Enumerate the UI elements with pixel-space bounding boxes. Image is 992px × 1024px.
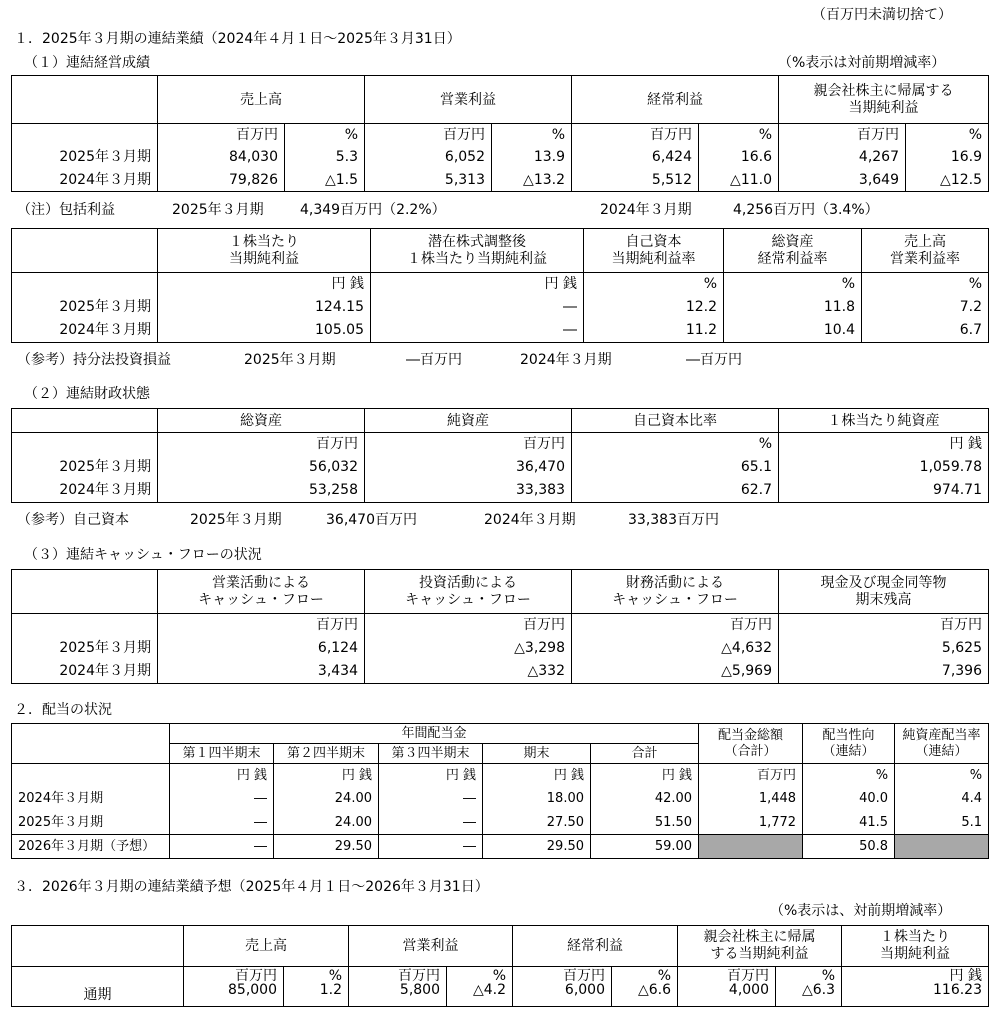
equity-label: （参考）自己資本 [17,512,129,528]
value-cell: 3,434 [158,660,365,684]
unit-cell: 百万円 [699,764,803,787]
table-row [12,295,989,319]
value-cell: 24.00 [274,811,379,835]
value-cell: 24.00 [274,787,379,811]
value-cell: 62.7 [572,479,779,503]
header-operating-income: 営業利益 [349,926,513,967]
value-cell: 6.7 [862,319,989,343]
table-row [12,169,989,192]
value-cell: 百万円 6,000 [513,967,612,1007]
header-q1: 第１四半期末 [170,744,274,764]
value-cell: ― [170,787,274,811]
value-cell: △5,969 [572,660,779,684]
gray-empty-cell [699,835,803,859]
row-label: 2025年３月期 [12,455,158,479]
header-bps: １株当たり純資産 [779,409,989,433]
header-eps: １株当たり 当期純利益 [158,229,371,273]
value-cell: ― [379,811,483,835]
header-annual-dividend: 年間配当金 [170,724,699,744]
row-label: 2024年３月期 [12,479,158,503]
value-cell: 29.50 [483,835,591,859]
value-cell: 124.15 [158,295,371,319]
section-2-title: ２．配当の状況 [14,702,112,718]
value-cell: 40.0 [803,787,895,811]
value-cell: 百万円 4,000 [678,967,776,1007]
header-financing-cf: 財務活動による キャッシュ・フロー [572,570,779,614]
section-1-1-title: （１）連結経営成績 [24,55,150,71]
value-cell: % △6.6 [612,967,678,1007]
table-row [12,787,989,811]
table-row [12,479,989,503]
equity-value-2: 33,383百万円 [628,512,719,528]
value-cell: 51.50 [591,811,699,835]
value-cell: % 1.2 [284,967,349,1007]
value-cell: 50.8 [803,835,895,859]
unit-cell: 円 銭 [371,273,584,295]
value-cell: 16.6 [699,146,779,169]
value-cell: 5.3 [285,146,365,169]
value-cell: 10.4 [724,319,862,343]
equity-method-period-2: 2024年３月期 [520,352,612,368]
row-label: 2025年３月期 [12,295,158,319]
value-cell: 53,258 [158,479,365,503]
value-cell: △12.5 [906,169,989,192]
table-row [12,319,989,343]
header-total: 合計 [591,744,699,764]
unit-cell: 円 銭 [170,764,274,787]
header-q3: 第３四半期末 [379,744,483,764]
value-cell: 5,512 [572,169,699,192]
unit-cell: 百万円 [779,124,906,146]
table-row [12,660,989,684]
value-cell: 円 銭 116.23 [842,967,989,1007]
value-cell: 79,826 [158,169,285,192]
value-cell: ― [379,835,483,859]
value-cell: 1,772 [699,811,803,835]
value-cell: % △4.2 [447,967,513,1007]
value-cell: ― [170,835,274,859]
value-cell: △1.5 [285,169,365,192]
header-operating-margin: 売上高 営業利益率 [862,229,989,273]
unit-cell: 円 銭 [158,273,371,295]
value-cell: 百万円 85,000 [184,967,284,1007]
value-cell: 4,267 [779,146,906,169]
unit-cell: 円 銭 [274,764,379,787]
value-cell: 42.00 [591,787,699,811]
row-label: 2024年３月期 [12,660,158,684]
header-roe: 自己資本 当期純利益率 [584,229,724,273]
forecast-table [11,925,989,1007]
equity-method-value-2: ―百万円 [686,352,742,368]
unit-cell: % [895,764,989,787]
comprehensive-income-period-2: 2024年３月期 [600,202,692,218]
financial-position-table [11,408,989,503]
unit-cell: 円 銭 [483,764,591,787]
header-total-dividend: 配当金総額 （合計） [699,724,803,764]
value-cell: △13.2 [492,169,572,192]
value-cell: △11.0 [699,169,779,192]
unit-cell: 百万円 [158,614,365,636]
value-cell: ― [379,787,483,811]
unit-cell: % [862,273,989,295]
row-label: 通期 [12,967,184,1007]
section-1-3-title: （３）連結キャッシュ・フローの状況 [24,547,262,563]
header-sales: 売上高 [158,76,365,124]
value-cell: 11.8 [724,295,862,319]
value-cell: 4.4 [895,787,989,811]
value-cell: 56,032 [158,455,365,479]
unit-cell: 百万円 [779,614,989,636]
unit-cell: 百万円 [365,614,572,636]
value-cell: 65.1 [572,455,779,479]
header-ordinary-income: 経常利益 [572,76,779,124]
header-eps: １株当たり 当期純利益 [842,926,989,967]
comprehensive-income-period-1: 2025年３月期 [172,202,264,218]
value-cell: 3,649 [779,169,906,192]
header-total-assets: 総資産 [158,409,365,433]
header-net-income: 親会社株主に帰属する 当期純利益 [779,76,989,124]
unit-cell: % [492,124,572,146]
header-operating-cf: 営業活動による キャッシュ・フロー [158,570,365,614]
equity-method-period-1: 2025年３月期 [244,352,336,368]
header-net-assets: 純資産 [365,409,572,433]
comprehensive-income-value-1: 4,349百万円（2.2%） [300,202,446,218]
unit-cell: 百万円 [158,124,285,146]
unit-cell: 百万円 [572,614,779,636]
unit-cell: % [584,273,724,295]
row-label: 2025年３月期 [12,636,158,660]
section-3-note: （%表示は、対前期増減率） [770,903,952,919]
value-cell: 11.2 [584,319,724,343]
value-cell: 105.05 [158,319,371,343]
unit-cell: 百万円 [365,124,492,146]
header-payout-ratio: 配当性向 （連結） [803,724,895,764]
value-cell: ― [371,319,584,343]
operating-results-table [11,75,989,192]
header-operating-income: 営業利益 [365,76,572,124]
value-cell: △4,632 [572,636,779,660]
header-investing-cf: 投資活動による キャッシュ・フロー [365,570,572,614]
header-ordinary-income: 経常利益 [513,926,678,967]
value-cell: 33,383 [365,479,572,503]
table-row [12,811,989,835]
value-cell: 84,030 [158,146,285,169]
value-cell: 6,052 [365,146,492,169]
ratios-table [11,228,989,343]
value-cell: 13.9 [492,146,572,169]
unit-cell: 円 銭 [379,764,483,787]
header-cash-end: 現金及び現金同等物 期末残高 [779,570,989,614]
value-cell: % △6.3 [776,967,842,1007]
gray-empty-cell [895,835,989,859]
header-diluted-eps: 潜在株式調整後 １株当たり当期純利益 [371,229,584,273]
value-cell: 百万円 5,800 [349,967,447,1007]
section-1-1-note: （%表示は対前期増減率） [778,55,946,71]
value-cell: 974.71 [779,479,989,503]
row-label: 2024年３月期 [12,319,158,343]
value-cell: 5.1 [895,811,989,835]
value-cell: 16.9 [906,146,989,169]
unit-cell: % [803,764,895,787]
header-blank [12,76,158,124]
value-cell: 29.50 [274,835,379,859]
value-cell: ― [170,811,274,835]
table-row [12,967,989,1007]
equity-value-1: 36,470百万円 [326,512,417,528]
unit-cell: % [572,433,779,455]
equity-period-1: 2025年３月期 [190,512,282,528]
comprehensive-income-label: （注）包括利益 [17,202,115,218]
header-q2: 第２四半期末 [274,744,379,764]
row-label: 2025年３月期 [12,146,158,169]
table-row-forecast [12,835,989,859]
unit-cell: 百万円 [158,433,365,455]
value-cell: 6,124 [158,636,365,660]
equity-period-2: 2024年３月期 [484,512,576,528]
equity-method-value-1: ―百万円 [406,352,462,368]
header-doe: 純資産配当率 （連結） [895,724,989,764]
unit-cell: 円 銭 [779,433,989,455]
unit-cell: % [285,124,365,146]
header-equity-ratio: 自己資本比率 [572,409,779,433]
unit-cell: 円 銭 [591,764,699,787]
table-row [12,636,989,660]
section-3-title: ３．2026年３月期の連結業績予想（2025年４月１日～2026年３月31日） [14,879,489,895]
value-cell: 6,424 [572,146,699,169]
value-cell: 41.5 [803,811,895,835]
value-cell: 5,313 [365,169,492,192]
table-row [12,455,989,479]
header-sales: 売上高 [184,926,349,967]
value-cell: ― [371,295,584,319]
section-1-title: １．2025年３月期の連結業績（2024年４月１日～2025年３月31日） [14,31,461,47]
header-year-end: 期末 [483,744,591,764]
cash-flow-table [11,569,989,684]
dividends-table [11,723,989,859]
unit-cell: % [699,124,779,146]
unit-cell: % [724,273,862,295]
unit-cell: 百万円 [365,433,572,455]
header-net-income: 親会社株主に帰属 する当期純利益 [678,926,842,967]
comprehensive-income-value-2: 4,256百万円（3.4%） [733,202,879,218]
value-cell: 12.2 [584,295,724,319]
unit-cell: % [906,124,989,146]
equity-method-label: （参考）持分法投資損益 [17,352,171,368]
value-cell: 27.50 [483,811,591,835]
unit-cell: 百万円 [572,124,699,146]
row-label: 2024年３月期 [12,787,170,811]
value-cell: △3,298 [365,636,572,660]
value-cell: 18.00 [483,787,591,811]
value-cell: 7.2 [862,295,989,319]
row-label: 2026年３月期（予想） [12,835,170,859]
value-cell: 1,448 [699,787,803,811]
value-cell: 36,470 [365,455,572,479]
value-cell: 59.00 [591,835,699,859]
table-row [12,146,989,169]
row-label: 2024年３月期 [12,169,158,192]
value-cell: 5,625 [779,636,989,660]
value-cell: △332 [365,660,572,684]
value-cell: 1,059.78 [779,455,989,479]
section-1-2-title: （２）連結財政状態 [24,386,150,402]
unit-note: （百万円未満切捨て） [812,7,952,23]
row-label: 2025年３月期 [12,811,170,835]
value-cell: 7,396 [779,660,989,684]
header-roa: 総資産 経常利益率 [724,229,862,273]
